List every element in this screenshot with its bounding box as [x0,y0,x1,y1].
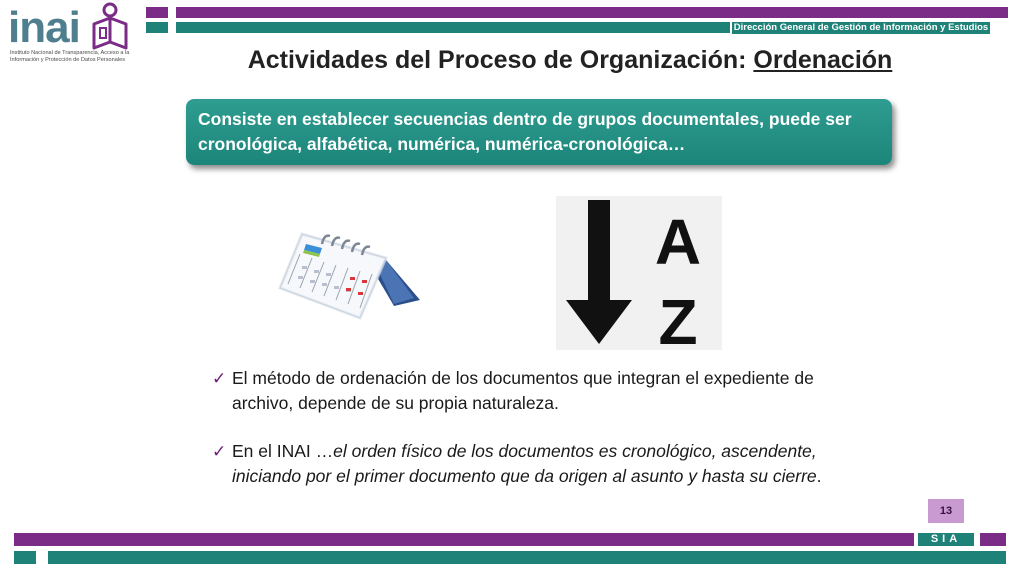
sort-letter-z: Z [658,286,698,350]
slide-title-underlined: Ordenación [753,46,893,74]
inai-logo-subtitle: Instituto Nacional de Transparencia, Acceso a la Información y Protección de Datos Personales [10,50,130,63]
footer-bar-purple [14,533,914,546]
inai-logo-icon [88,2,132,52]
bullet-text [232,439,872,489]
slide-title-prefix: Actividades del Proceso de Organización: [247,46,754,74]
sort-letter-a: A [654,206,702,278]
bullet-text: El método de ordenación de los documentos que integran el expediente de archivo, depende de su propia naturaleza. [232,368,814,413]
bullet-tail: . [816,466,822,486]
header-bar-teal [176,22,730,33]
definition-box: Consiste en establecer secuencias dentro de grupos documentales, puede ser cronológica, alfabética, numérica, numérica-cronológica… [186,99,892,165]
slide-title [0,46,1024,75]
bullet-list [212,366,872,512]
header-bar-teal-square [146,22,168,33]
sort-az-icon [556,196,722,350]
inai-logo-word: inai [8,3,80,52]
page-number-badge: 13 [928,499,964,523]
header-department-label: Dirección General de Gestión de Información y Estudios [733,22,989,33]
footer-bar-teal [48,551,1006,564]
footer-brand-label: SIA [918,533,974,546]
footer-bar-purple-square [980,533,1006,546]
header-bar-purple-square [146,7,168,18]
checkmark-icon: ✓ [212,369,227,388]
bullet-item [212,439,872,489]
calendar-icon [274,222,424,322]
footer-bar-teal-square [14,551,36,564]
header-bar-purple [176,7,1008,18]
bullet-item [212,366,872,416]
bullet-italic: el orden físico de los documentos es cronológico, ascendente, iniciando por el primer documento que da origen al asunto y hasta su cierre [232,441,817,486]
checkmark-icon: ✓ [212,442,227,461]
bullet-lead: En el INAI … [232,441,334,461]
